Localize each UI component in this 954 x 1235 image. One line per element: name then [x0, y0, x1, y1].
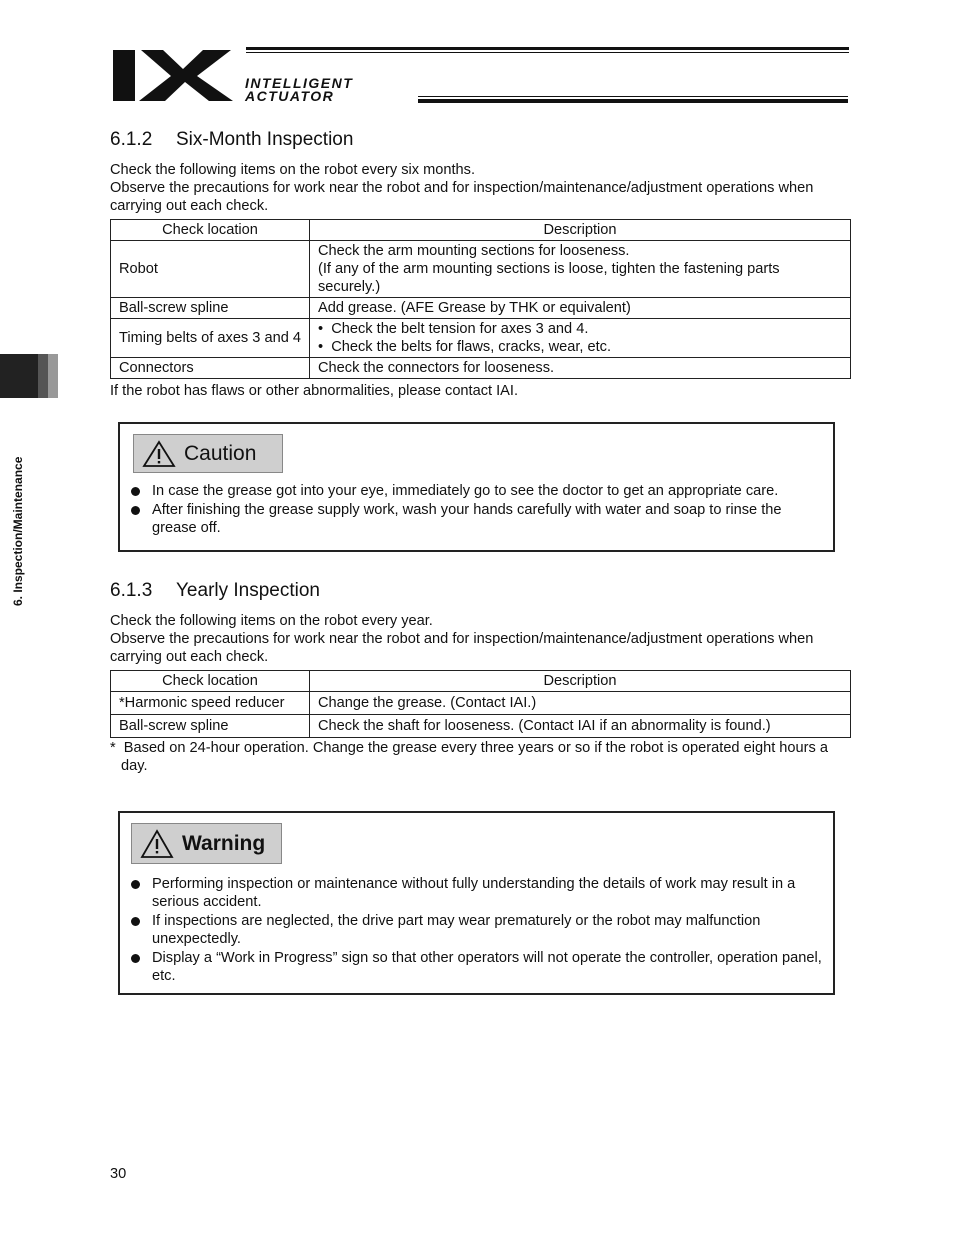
header-rule-bottom-thin — [418, 96, 848, 97]
table-cell-location: *Harmonic speed reducer — [111, 692, 310, 715]
warning-title: Warning — [182, 831, 266, 855]
header-rule-top-thin — [246, 52, 849, 53]
description-line: Check the arm mounting sections for looseness. — [318, 243, 630, 259]
intro-line: Observe the precautions for work near the robot and for inspection/maintenance/adjustment operations when carrying out each check. — [110, 180, 814, 214]
table-cell-description: Add grease. (AFE Grease by THK or equivalent) — [310, 298, 851, 319]
bullet-icon — [131, 487, 140, 496]
intro-line: Observe the precautions for work near the robot and for inspection/maintenance/adjustment operations when carrying out each check. — [110, 631, 814, 665]
table-row — [111, 715, 851, 738]
table-cell-location: Timing belts of axes 3 and 4 — [111, 319, 310, 358]
logo-text-actuator: ACTUATOR — [245, 88, 335, 104]
bullet-icon — [131, 954, 140, 963]
caution-list — [130, 482, 825, 538]
warning-list — [130, 875, 825, 986]
description-line: • Check the belts for flaws, cracks, wear, etc. — [318, 339, 612, 355]
list-item: Performing inspection or maintenance without fully understanding the details of work may result in a serious accident. — [130, 875, 825, 911]
chapter-tab-dark — [0, 354, 38, 398]
table-header-row — [111, 220, 851, 241]
yearly-intro — [110, 612, 840, 666]
chapter-side-label: 6. Inspection/Maintenance — [11, 456, 25, 606]
table-cell-description: Check the connectors for looseness. — [310, 358, 851, 379]
yearly-table — [110, 670, 851, 738]
warning-triangle-icon — [140, 829, 174, 859]
page-number: 30 — [110, 1166, 127, 1182]
header-rule-top — [246, 47, 849, 50]
caution-header — [133, 434, 283, 473]
description-line: • Check the belt tension for axes 3 and 4. — [318, 321, 589, 337]
section-heading-yearly — [110, 580, 320, 602]
table-row — [111, 241, 851, 298]
caution-title: Caution — [184, 441, 257, 465]
chapter-tab-light — [48, 354, 58, 398]
table-header-cell: Check location — [111, 671, 310, 692]
list-item: Display a “Work in Progress” sign so that other operators will not operate the controller, operation panel, etc. — [130, 949, 825, 985]
table-cell-description: Check the shaft for looseness. (Contact IAI if an abnormality is found.) — [310, 715, 851, 738]
table-row — [111, 358, 851, 379]
yearly-footnote — [110, 739, 841, 775]
section-heading-six-month — [110, 129, 353, 151]
footnote-text: Based on 24-hour operation. Change the grease every three years or so if the robot is operated eight hours a day. — [121, 740, 828, 774]
six-month-intro — [110, 161, 840, 215]
six-month-table — [110, 219, 851, 379]
chapter-tab-mid — [38, 354, 48, 398]
table-cell-description: Change the grease. (Contact IAI.) — [310, 692, 851, 715]
table-header-row — [111, 671, 851, 692]
footnote-mark: * — [110, 740, 116, 756]
table-cell-location: Ball-screw spline — [111, 715, 310, 738]
bullet-icon — [131, 506, 140, 515]
ix-logo — [113, 47, 235, 103]
caution-box — [118, 422, 835, 552]
table-row — [111, 692, 851, 715]
description-line: (If any of the arm mounting sections is loose, tighten the fastening parts securely.) — [318, 261, 780, 295]
section-title: Six-Month Inspection — [176, 129, 354, 150]
section-number: 6.1.2 — [110, 129, 153, 150]
six-month-note: If the robot has flaws or other abnormalities, please contact IAI. — [110, 383, 519, 399]
table-row — [111, 319, 851, 358]
warning-triangle-icon — [142, 440, 176, 468]
list-item: After finishing the grease supply work, wash your hands carefully with water and soap to rinse the grease off. — [130, 501, 825, 537]
table-cell-description — [310, 319, 851, 358]
table-row — [111, 298, 851, 319]
table-header-cell: Description — [310, 220, 851, 241]
bullet-icon — [131, 917, 140, 926]
table-header-cell: Description — [310, 671, 851, 692]
header-rule-bottom — [418, 99, 848, 103]
section-number: 6.1.3 — [110, 580, 153, 601]
section-title: Yearly Inspection — [176, 580, 321, 601]
table-cell-location: Ball-screw spline — [111, 298, 310, 319]
warning-header — [131, 823, 282, 864]
table-cell-location: Robot — [111, 241, 310, 298]
bullet-icon — [131, 880, 140, 889]
logo-text-intelligent: INTELLIGENT — [245, 75, 354, 91]
table-cell-description — [310, 241, 851, 298]
table-header-cell: Check location — [111, 220, 310, 241]
table-cell-location: Connectors — [111, 358, 310, 379]
intro-line: Check the following items on the robot every six months. — [110, 162, 476, 178]
list-item: If inspections are neglected, the drive part may wear prematurely or the robot may malfunction unexpectedly. — [130, 912, 825, 948]
warning-box — [118, 811, 835, 995]
intro-line: Check the following items on the robot every year. — [110, 613, 433, 629]
list-item: In case the grease got into your eye, immediately go to see the doctor to get an appropriate care. — [130, 482, 825, 500]
